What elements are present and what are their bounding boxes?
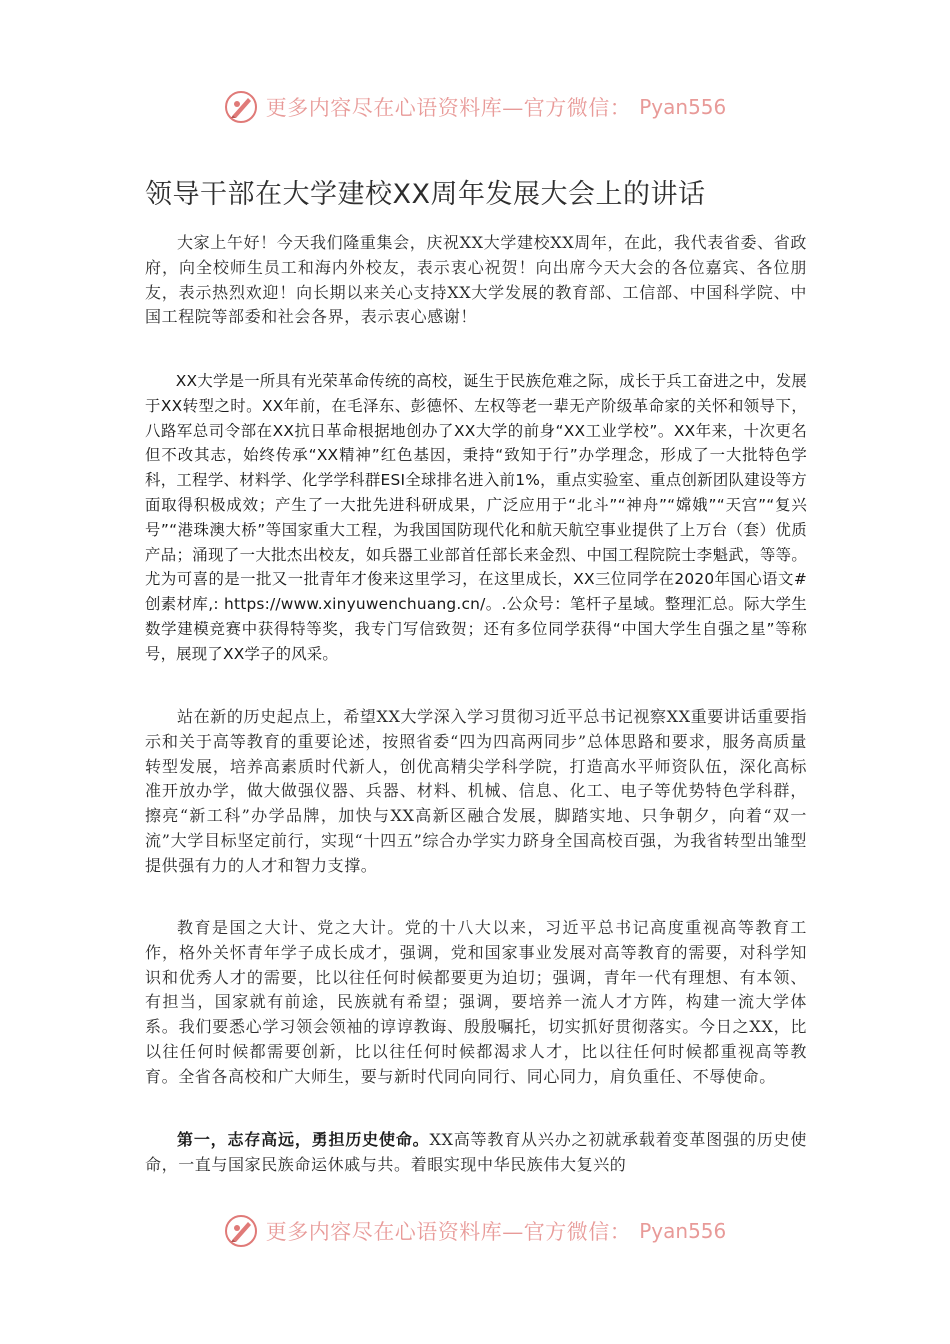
document-title: 领导干部在大学建校XX周年发展大会上的讲话 (145, 179, 706, 210)
watermark-text: 更多内容尽在心语资料库—官方微信： (265, 1220, 632, 1244)
paragraph-university-history (145, 369, 807, 667)
paragraph-text: XX大学是一所具有光荣革命传统的高校，诞生于民族危难之际，成长于兵工奋进之中，发展于XX转型之时。XX年前，在毛泽东、彭德怀、左权等老一辈无产阶级革命家的关怀和领导下，八路军总司令部在XX抗日革命根据地创办了XX大学的前身“XX工业学校”。XX年来，十次更名但不改其志，始终传承“XX精神”红色基因，秉持“致知于行”办学理念，形成了一大批特色学科，工程学、材料学、化学学科群ESI全球排名进入前1%，重点实验室、重点创新团队建设等方面取得积极成效；产生了一大批先进科研成果，广泛应用于“北斗”“神舟”“嫦娥”“天宫”“复兴号”“港珠澳大桥”等国家重大工程，为我国国防现代化和航天航空事业提供了上万台（套）优质产品；涌现了一大批杰出校友，如兵器工业部首任部长来金烈、中国工程院院士李魁武，等等。尤为可喜的是一批又一批青年才俊来这里学习，在这里成长，XX三位同学在2020年国心语文#创素材库,: https://www.xinyuwenchuang.cn/。.公众号：笔杆子星域。整理汇总。际大学生数学建模竞赛中获得特等奖，我专门写信致贺；还有多位同学获得“中国大学生自强之星”等称号，展现了XX学子的风采。 (145, 372, 807, 663)
watermark-text: 更多内容尽在心语资料库—官方微信： (265, 96, 632, 120)
paragraph-education-importance (145, 916, 807, 1090)
watermark-handle: Pyan556 (639, 1219, 727, 1243)
paragraph-text: 站在新的历史起点上，希望XX大学深入学习贯彻习近平总书记视察XX重要讲话重要指示和关于高等教育的重要论述，按照省委“四为四高两同步”总体思路和要求，服务高质量转型发展，培养高素质时代新人，创优高精尖学科学院，打造高水平师资队伍，深化高标准开放办学，做大做强仪器、兵器、材料、机械、信息、化工、电子等优势特色学科群，擦亮“新工科”办学品牌，加快与XX高新区融合发展，脚踏实地、只争朝夕，向着“双一流”大学目标坚定前行，实现“十四五”综合办学实力跻身全国高校百强，为我省转型出雏型提供强有力的人才和智力支撑。 (145, 707, 807, 875)
paragraph-greeting (145, 231, 807, 330)
watermark-banner-top (0, 84, 950, 130)
watermark-handle: Pyan556 (639, 95, 727, 119)
paragraph-text: XX高等教育从兴办之初就承载着变革图强的历史使命，一直与国家民族命运休戚与共。着眼实现中华民族伟大复兴的 (145, 1130, 807, 1174)
paragraph-text: 教育是国之大计、党之大计。党的十八大以来，习近平总书记高度重视高等教育工作，格外关怀青年学子成长成才，强调，党和国家事业发展对高等教育的需要，对科学知识和优秀人才的需要，比以往任何时候都要更为迫切；强调，青年一代有理想、有本领、有担当，国家就有前途，民族就有希望；强调，要培养一流人才方阵，构建一流大学体系。我们要悉心学习领会领袖的谆谆教诲、殷殷嘱托，切实抓好贯彻落实。今日之XX，比以往任何时候都需要创新，比以往任何时候都渴求人才，比以往任何时候都重视高等教育。全省各高校和广大师生，要与新时代同向同行、同心同力，肩负重任、不辱使命。 (145, 918, 807, 1086)
pen-logo-icon (224, 1214, 258, 1248)
paragraph-text: 大家上午好！今天我们隆重集会，庆祝XX大学建校XX周年，在此，我代表省委、省政府，向全校师生员工和海内外校友，表示衷心祝贺！向出席今天大会的各位嘉宾、各位朋友，表示热烈欢迎！向长期以来关心支持XX大学发展的教育部、工信部、中国科学院、中国工程院等部委和社会各界，表示衷心感谢！ (145, 233, 807, 327)
paragraph-lead: 第一，志存高远，勇担历史使命。 (177, 1130, 430, 1149)
pen-logo-icon (224, 90, 258, 124)
watermark-banner-bottom (0, 1208, 950, 1254)
paragraph-first-point (145, 1128, 807, 1178)
paragraph-new-starting-point (145, 705, 807, 879)
